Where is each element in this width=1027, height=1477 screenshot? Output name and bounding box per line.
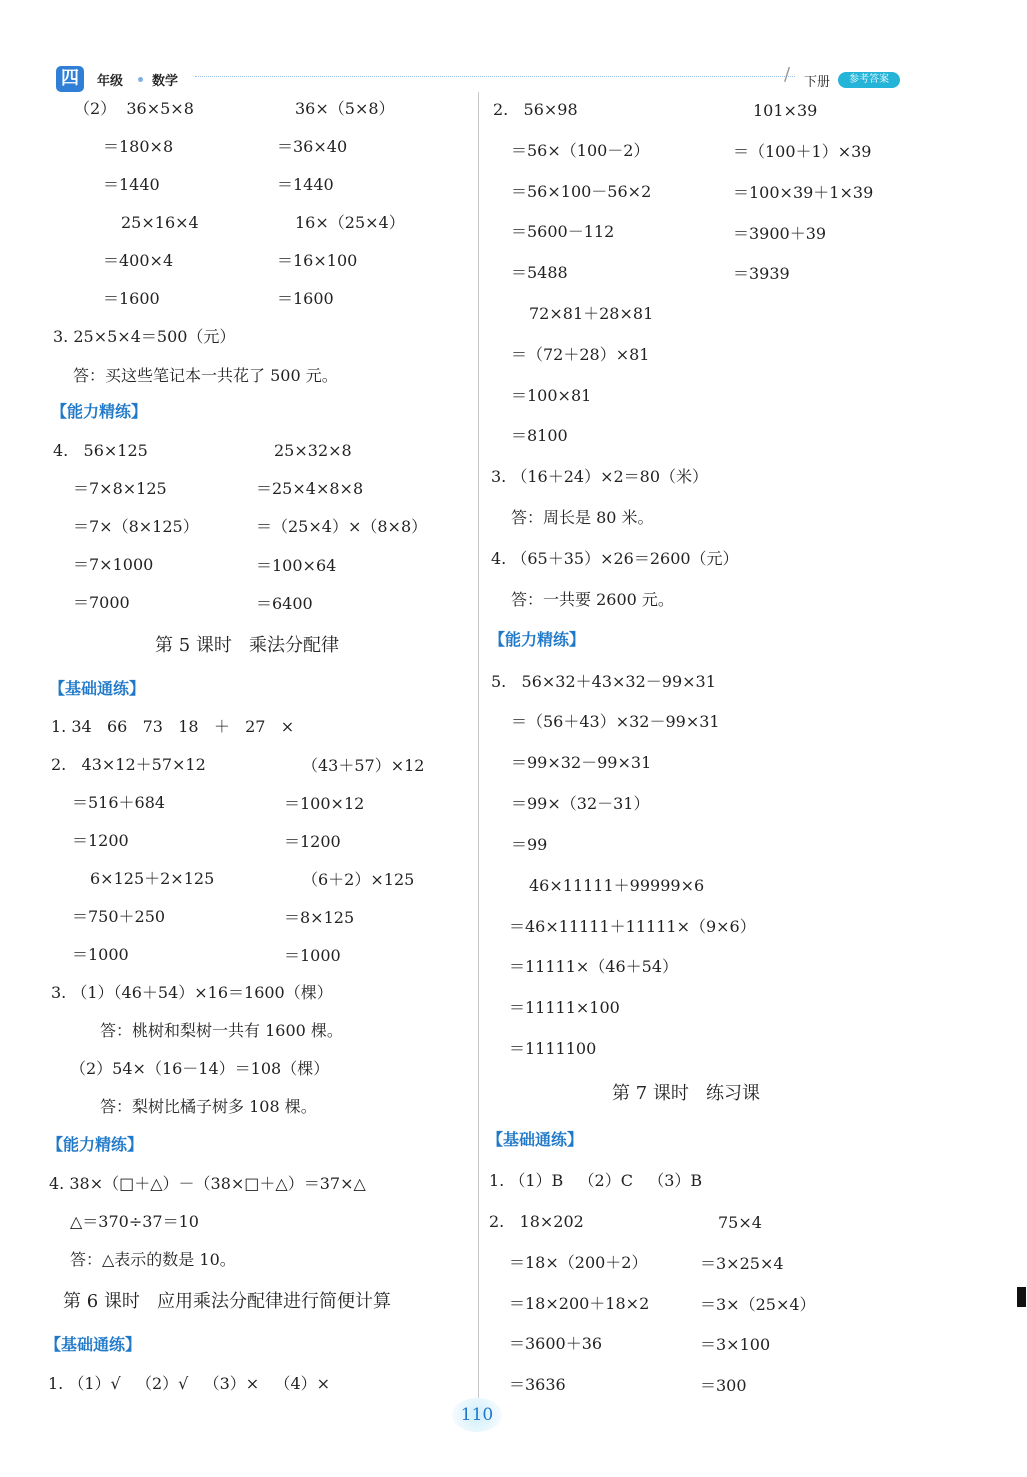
text-line: 36×（5×8） bbox=[295, 99, 395, 118]
lesson-title: 第 7 课时 练习课 bbox=[612, 1083, 761, 1104]
section-heading: 【基础通练】 bbox=[49, 679, 146, 698]
text-line: ＝7000 bbox=[73, 593, 130, 612]
text-line: ＝99×32－99×31 bbox=[511, 753, 652, 772]
text-line: ＝100×12 bbox=[284, 794, 365, 813]
text-line: ＝100×64 bbox=[256, 556, 337, 575]
text-line: 3. （1）（46＋54）×16＝1600（棵） bbox=[51, 983, 333, 1002]
grade-label: 年级 bbox=[97, 74, 124, 89]
text-line: ＝36×40 bbox=[277, 137, 348, 156]
text-line: 4. （65＋35）×26＝2600（元） bbox=[491, 549, 739, 568]
text-line: ＝16×100 bbox=[277, 251, 358, 270]
text-line: 1. （1）B （2）C （3）B bbox=[489, 1171, 703, 1190]
text-line: ＝1200 bbox=[284, 832, 341, 851]
text-line: ＝1200 bbox=[72, 831, 129, 850]
text-line: ＝3600＋36 bbox=[509, 1334, 603, 1353]
header-dot bbox=[138, 77, 143, 82]
text-line: ＝25×4×8×8 bbox=[256, 479, 364, 498]
text-line: 2. 43×12＋57×12 bbox=[51, 755, 206, 774]
text-line: ＝3900＋39 bbox=[733, 224, 827, 243]
text-line: ＝300 bbox=[700, 1376, 747, 1395]
text-line: ＝（25×4）×（8×8） bbox=[256, 517, 428, 536]
text-line: （2） 36×5×8 bbox=[74, 99, 194, 118]
text-line: ＝5488 bbox=[511, 263, 568, 282]
text-line: ＝1440 bbox=[277, 175, 334, 194]
text-line: △＝370÷37＝10 bbox=[70, 1212, 199, 1231]
text-line: ＝750＋250 bbox=[72, 907, 166, 926]
text-line: ＝100×81 bbox=[511, 386, 592, 405]
text-line: 5. 56×32＋43×32－99×31 bbox=[491, 672, 716, 691]
page-number: 110 bbox=[452, 1398, 502, 1432]
text-line: ＝11111×（46＋54） bbox=[509, 957, 679, 976]
text-line: ＝100×39＋1×39 bbox=[733, 183, 874, 202]
section-heading: 【能力精练】 bbox=[489, 630, 586, 649]
text-line: （2）54×（16－14）＝108（棵） bbox=[70, 1059, 330, 1078]
text-line: ＝1600 bbox=[277, 289, 334, 308]
text-line: 1. 34 66 73 18 ＋ 27 × bbox=[51, 717, 295, 736]
page-header bbox=[0, 0, 1027, 100]
text-line: ＝8100 bbox=[511, 426, 568, 445]
header-slash: / bbox=[784, 64, 791, 85]
answer-key-badge: 参考答案 bbox=[838, 72, 900, 88]
text-line: ＝1000 bbox=[72, 945, 129, 964]
text-line: ＝5600－112 bbox=[511, 222, 615, 241]
text-line: ＝7×（8×125） bbox=[73, 517, 199, 536]
text-line: ＝1111100 bbox=[509, 1039, 597, 1058]
edge-mark bbox=[1017, 1287, 1026, 1307]
text-line: ＝99 bbox=[511, 835, 548, 854]
section-heading: 【基础通练】 bbox=[487, 1130, 584, 1149]
text-line: ＝3×25×4 bbox=[700, 1254, 784, 1273]
volume-label: 下册 bbox=[804, 75, 831, 90]
text-line: 答：周长是 80 米。 bbox=[511, 508, 654, 527]
text-line: 25×32×8 bbox=[274, 441, 352, 460]
text-line: 答：买这些笔记本一共花了 500 元。 bbox=[73, 366, 338, 385]
text-line: 1. （1）√ （2）√ （3）× （4）× bbox=[48, 1374, 331, 1393]
text-line: 25×16×4 bbox=[121, 213, 199, 232]
text-line: ＝56×100－56×2 bbox=[511, 182, 652, 201]
text-line: （43＋57）×12 bbox=[302, 756, 425, 775]
text-line: ＝6400 bbox=[256, 594, 313, 613]
text-line: 2. 56×98 bbox=[493, 100, 578, 119]
text-line: ＝（72＋28）×81 bbox=[511, 345, 650, 364]
text-line: ＝1440 bbox=[103, 175, 160, 194]
text-line: ＝99×（32－31） bbox=[511, 794, 650, 813]
lesson-title: 第 6 课时 应用乘法分配律进行简便计算 bbox=[63, 1291, 392, 1312]
text-line: 46×11111＋99999×6 bbox=[529, 876, 705, 895]
text-line: ＝18×（200＋2） bbox=[509, 1253, 648, 1272]
text-line: 75×4 bbox=[718, 1213, 762, 1232]
text-line: ＝516＋684 bbox=[72, 793, 166, 812]
text-line: ＝8×125 bbox=[284, 908, 355, 927]
text-line: ＝3×（25×4） bbox=[700, 1295, 816, 1314]
text-line: 6×125＋2×125 bbox=[90, 869, 215, 888]
header-rule bbox=[195, 76, 795, 77]
text-line: 答：△表示的数是 10。 bbox=[70, 1250, 236, 1269]
text-line: 72×81＋28×81 bbox=[529, 304, 654, 323]
text-line: ＝3939 bbox=[733, 264, 790, 283]
text-line: 101×39 bbox=[753, 101, 818, 120]
text-line: ＝56×（100－2） bbox=[511, 141, 650, 160]
column-divider bbox=[478, 92, 479, 1422]
text-line: 4. 56×125 bbox=[53, 441, 148, 460]
text-line: ＝11111×100 bbox=[509, 998, 620, 1017]
text-line: ＝7×1000 bbox=[73, 555, 154, 574]
text-line: ＝400×4 bbox=[103, 251, 174, 270]
text-line: 答：梨树比橘子树多 108 棵。 bbox=[100, 1097, 317, 1116]
text-line: ＝（100＋1）×39 bbox=[733, 142, 872, 161]
lesson-title: 第 5 课时 乘法分配律 bbox=[155, 635, 340, 656]
section-heading: 【基础通练】 bbox=[45, 1335, 142, 1354]
text-line: ＝7×8×125 bbox=[73, 479, 167, 498]
grade-badge: 四 bbox=[56, 66, 84, 92]
text-line: 16×（25×4） bbox=[295, 213, 405, 232]
text-line: ＝180×8 bbox=[103, 137, 174, 156]
text-line: ＝46×11111＋11111×（9×6） bbox=[509, 917, 756, 936]
text-line: （6＋2）×125 bbox=[302, 870, 415, 889]
text-line: 2. 18×202 bbox=[489, 1212, 584, 1231]
text-line: ＝3636 bbox=[509, 1375, 566, 1394]
text-line: ＝3×100 bbox=[700, 1335, 771, 1354]
text-line: ＝1600 bbox=[103, 289, 160, 308]
text-line: 答：桃树和梨树一共有 1600 棵。 bbox=[100, 1021, 343, 1040]
subject-label: 数学 bbox=[152, 74, 179, 89]
section-heading: 【能力精练】 bbox=[47, 1135, 144, 1154]
text-line: 3. （16＋24）×2＝80（米） bbox=[491, 467, 709, 486]
text-line: ＝18×200＋18×2 bbox=[509, 1294, 650, 1313]
text-line: 3. 25×5×4＝500（元） bbox=[53, 327, 236, 346]
text-line: 答：一共要 2600 元。 bbox=[511, 590, 674, 609]
section-heading: 【能力精练】 bbox=[51, 402, 148, 421]
text-line: 4. 38×（□＋△）－（38×□＋△）＝37×△ bbox=[49, 1174, 366, 1193]
text-line: ＝（56＋43）×32－99×31 bbox=[511, 712, 720, 731]
text-line: ＝1000 bbox=[284, 946, 341, 965]
